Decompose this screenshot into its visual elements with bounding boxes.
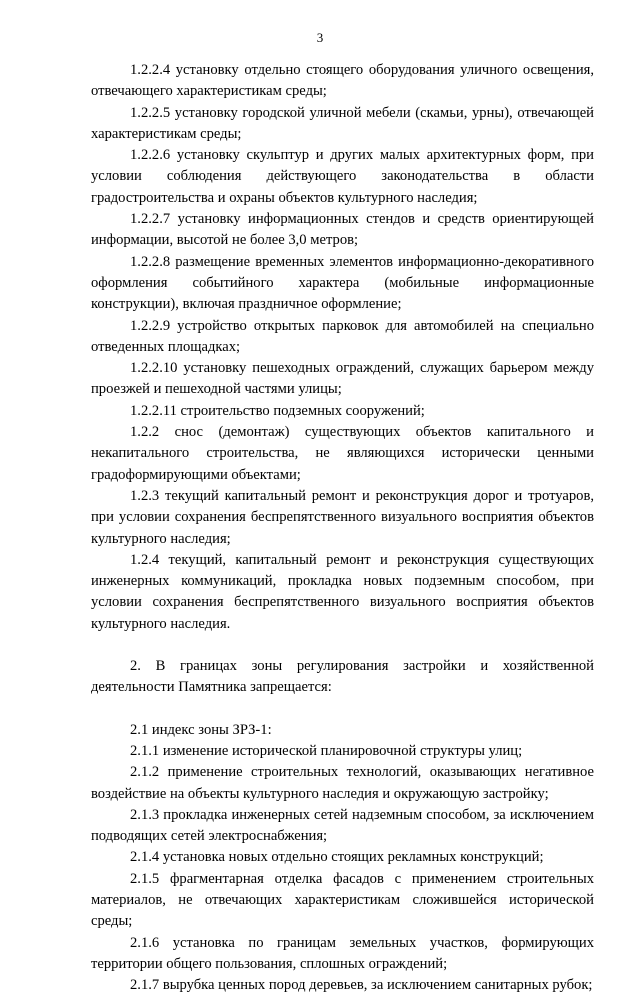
zone-item-2-1-5: 2.1.5 фрагментарная отделка фасадов с применением строительных материалов, не отвечающих характеристикам сложившейся исторической среды; (91, 870, 594, 930)
paragraph-1-2-2-4: 1.2.2.4 установку отдельно стоящего оборудования уличного освещения, отвечающего характеристикам среды; (91, 62, 594, 100)
zone-item-2-1-1: 2.1.1 изменение исторической планировочной структуры улиц; (130, 742, 523, 759)
zone-item-2-1-6: 2.1.6 установка по границам земельных участков, формирующих территории общего пользования, сплошных ограждений; (91, 934, 594, 972)
zone-item-2-1-3: 2.1.3 прокладка инженерных сетей надземным способом, за исключением подводящих сетей электроснабжения; (91, 806, 594, 845)
page-number: 3 (316, 30, 324, 45)
paragraph-1-2-2-8: 1.2.2.8 размещение временных элементов информационно-декоративного оформления событийного характера (мобильные информационные конструкции), включая праздничное оформление; (91, 253, 594, 313)
paragraph-1-2-3: 1.2.3 текущий капитальный ремонт и реконструкция дорог и тротуаров, при условии сохранения беспрепятственного визуального восприятия объектов культурного наследия; (91, 487, 594, 547)
paragraph-1-2-2-10: 1.2.2.10 установку пешеходных ограждений, служащих барьером между проезжей и пешеходной частями улицы; (91, 360, 594, 398)
zone-item-2-1-4: 2.1.4 установка новых отдельно стоящих рекламных конструкций; (130, 849, 544, 866)
paragraph-1-2-2-5: 1.2.2.5 установку городской уличной мебели (скамьи, урны), отвечающей характеристикам среды; (91, 104, 594, 142)
paragraph-1-2-2-9: 1.2.2.9 устройство открытых парковок для автомобилей на специально отведенных площадках; (91, 317, 594, 355)
section-2-heading: 2. В границах зоны регулирования застройки и хозяйственной деятельности Памятника запрещается: (91, 658, 594, 696)
paragraph-1-2-2-6: 1.2.2.6 установку скульптур и других малых архитектурных форм, при условии соблюдения действующего законодательства в области градостроительства и охраны объектов культурного наследия; (91, 147, 594, 206)
zone-index-line: 2.1 индекс зоны ЗРЗ-1: (130, 721, 272, 738)
paragraph-1-2-4: 1.2.4 текущий, капитальный ремонт и реконструкция существующих инженерных коммуникаций, прокладка новых подземным способом, при условии сохранения беспрепятственного визуального восприятия объектов культурного наследия. (91, 551, 594, 632)
document-body (91, 60, 594, 996)
paragraph-1-2-2-11: 1.2.2.11 строительство подземных сооружений; (130, 402, 425, 419)
zone-item-2-1-2: 2.1.2 применение строительных технологий, оказывающих негативное воздействие на объекты культурного наследия и окружающую застройку; (91, 764, 594, 802)
zone-item-2-1-7: 2.1.7 вырубка ценных пород деревьев, за исключением санитарных рубок; (130, 977, 593, 994)
paragraph-1-2-2: 1.2.2 снос (демонтаж) существующих объектов капитального и некапитального строительства, не являющихся исторически ценными градоформирующими объектами; (91, 424, 594, 483)
paragraph-1-2-2-7: 1.2.2.7 установку информационных стендов и средств ориентирующей информации, высотой не более 3,0 метров; (91, 211, 594, 249)
